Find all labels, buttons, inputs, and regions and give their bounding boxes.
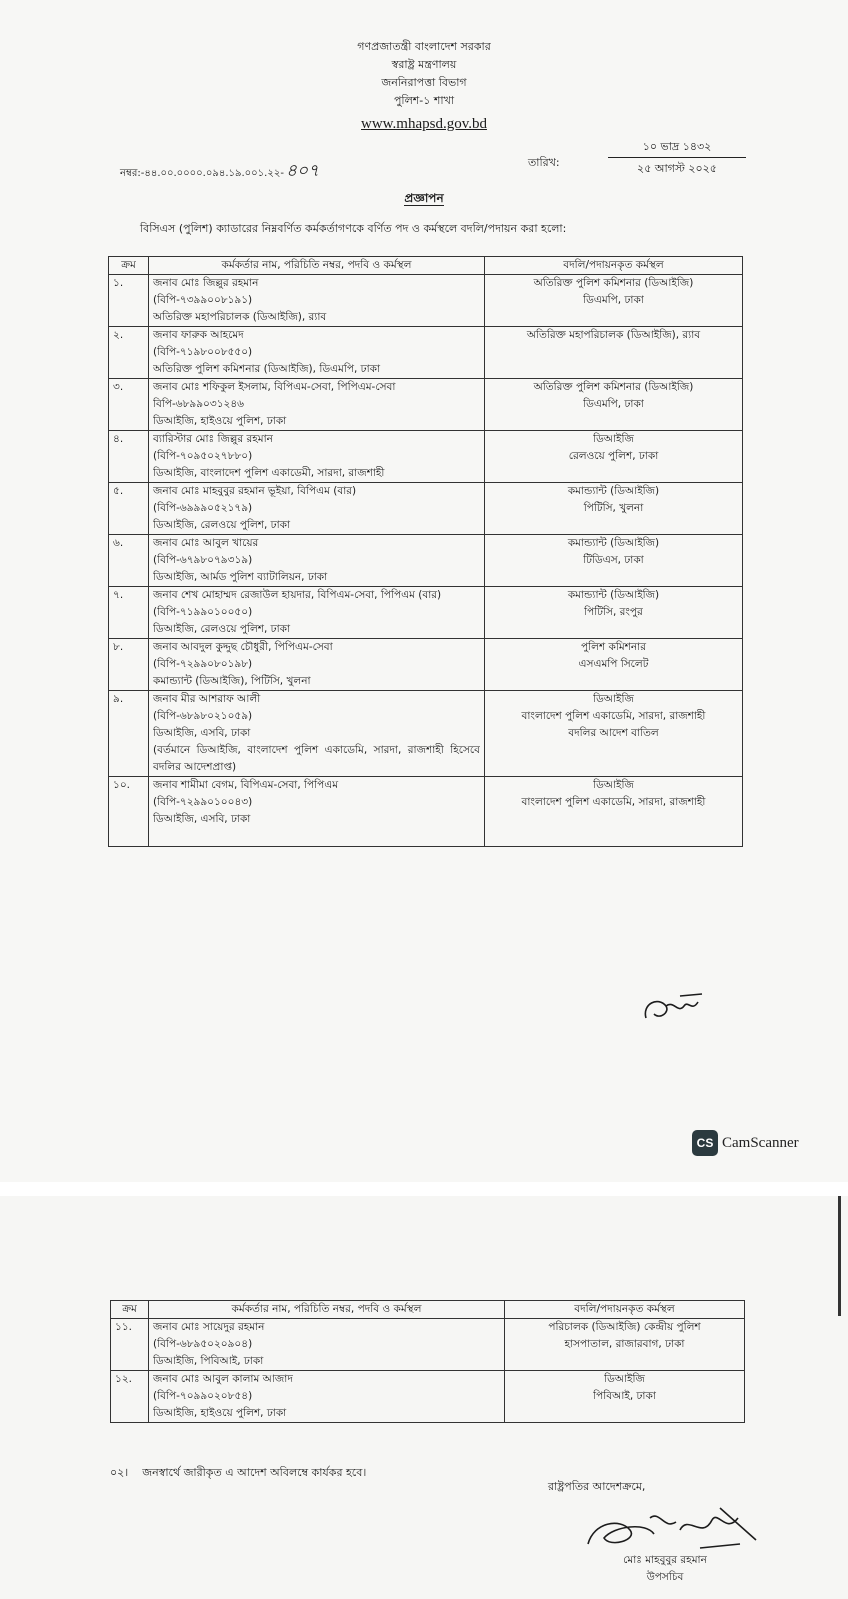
officer-line: জনাব মোঃ শফিকুল ইসলাম, বিপিএম-সেবা, পিপিএম-সেবা: [153, 381, 396, 393]
row-posting: [485, 535, 743, 587]
row-posting: [485, 691, 743, 777]
posting-line: পিটিসি, রংপুর: [584, 606, 643, 618]
officer-line: (বিপি-৬৮৯৫০২০৯০৪): [153, 1338, 253, 1350]
row-officer: [149, 483, 485, 535]
table-header-row: [111, 1301, 745, 1319]
date-bangla: ১০ ভাদ্র ১৪৩২: [642, 140, 712, 153]
posting-line: ডিএমপি, ঢাকা: [583, 294, 644, 306]
row-serial: ৯.: [109, 691, 149, 777]
officer-line: ডিআইজি, রেলওয়ে পুলিশ, ঢাকা: [153, 623, 291, 635]
table-row: [109, 691, 743, 777]
officer-line: জনাব মোঃ আবুল খায়ের: [153, 537, 259, 549]
officer-line: জনাব মোঃ সায়েদুর রহমান: [153, 1321, 265, 1333]
officer-line: ডিআইজি, হাইওয়ে পুলিশ, ঢাকা: [153, 415, 287, 427]
posting-line: ডিআইজি: [593, 433, 634, 445]
officer-line: (বিপি-৭০৯৯০২০৮৫৪): [153, 1390, 253, 1402]
row-serial: ১১.: [111, 1319, 149, 1371]
table-row: [109, 777, 743, 847]
officer-signature: [580, 1500, 770, 1560]
row-officer: [149, 587, 485, 639]
camscanner-text: CamScanner: [722, 1134, 799, 1151]
date-box: [608, 138, 746, 177]
scan-edge: [838, 1196, 841, 1316]
posting-line: টিডিএস, ঢাকা: [583, 554, 644, 566]
date-separator: [608, 157, 746, 158]
officer-line: জনাব মোঃ জিল্লুর রহমান: [153, 277, 259, 289]
date-gregorian: ২৫ আগস্ট ২০২৫: [637, 162, 717, 175]
posting-line: কমান্ড্যান্ট (ডিআইজি): [567, 485, 660, 497]
officer-line: (বিপি-৭৩৯৯০০৮১৯১): [153, 294, 253, 306]
paragraph-number: ০২।: [110, 1466, 129, 1479]
header-line-1: গণপ্রজাতন্ত্রী বাংলাদেশ সরকার: [357, 40, 491, 53]
posting-line: অতিরিক্ত মহাপরিচালক (ডিআইজি), র‍্যাব: [526, 329, 701, 341]
page-gap: [0, 1182, 848, 1196]
row-serial: ৩.: [109, 379, 149, 431]
notice-intro: বিসিএস (পুলিশ) ক্যাডারের নিম্নবর্ণিত কর্মকর্তাগণকে বর্ণিত পদ ও কর্মস্থলে বদলি/পদায়ন করা হলো:: [140, 222, 567, 235]
row-officer: [149, 777, 485, 847]
row-serial: ১২.: [111, 1371, 149, 1423]
officer-line: (বিপি-৬৭৯৮০৭৯৩১৯): [153, 554, 253, 566]
header-line-3: জননিরাপত্তা বিভাগ: [381, 76, 467, 89]
table-row: [109, 587, 743, 639]
table-row: [109, 483, 743, 535]
table-row: [109, 379, 743, 431]
row-officer: [149, 275, 485, 327]
row-officer: [149, 431, 485, 483]
officer-line: জনাব মীর আশরাফ আলী: [153, 693, 261, 705]
posting-line: হাসপাতাল, রাজারবাগ, ঢাকা: [564, 1338, 685, 1350]
posting-line: পুলিশ কমিশনার: [581, 641, 646, 653]
camscanner-watermark: [692, 1130, 799, 1156]
row-serial: ৮.: [109, 639, 149, 691]
header-posting: বদলি/পদায়নকৃত কর্মস্থল: [505, 1301, 745, 1319]
row-officer: [149, 1319, 505, 1371]
officer-line: জনাব শেখ মোহাম্মদ রেজাউল হায়দার, বিপিএম-সেবা, পিপিএম (বার): [153, 589, 442, 601]
row-posting: [485, 379, 743, 431]
row-serial: ৭.: [109, 587, 149, 639]
table-row: [111, 1371, 745, 1423]
row-posting: [485, 587, 743, 639]
signer-block: [560, 1552, 770, 1586]
officer-line: জনাব শামীমা বেগম, বিপিএম-সেবা, পিপিএম: [153, 779, 339, 791]
header-officer: কর্মকর্তার নাম, পরিচিতি নম্বর, পদবি ও কর্মস্থল: [149, 1301, 505, 1319]
signer-designation: উপসচিব: [646, 1571, 684, 1583]
initial-signature: [640, 990, 710, 1030]
posting-line: রেলওয়ে পুলিশ, ঢাকা: [568, 450, 659, 462]
posting-line: বাংলাদেশ পুলিশ একাডেমি, সারদা, রাজশাহী: [521, 710, 706, 722]
transfer-table-page-2: [110, 1300, 745, 1423]
table-row: [109, 535, 743, 587]
officer-line: (বিপি-৭১৯৮০০৮৫৫০): [153, 346, 253, 358]
row-officer: [149, 1371, 505, 1423]
row-posting: [485, 431, 743, 483]
officer-line: ডিআইজি, এসবি, ঢাকা: [153, 727, 251, 739]
officer-line: ডিআইজি, হাইওয়ে পুলিশ, ঢাকা: [153, 1407, 287, 1419]
row-officer: [149, 535, 485, 587]
officer-note: (বর্তমানে ডিআইজি, বাংলাদেশ পুলিশ একাডেমি, সারদা, রাজশাহী হিসেবে বদলির আদেশপ্রাপ্ত): [153, 744, 480, 773]
row-posting: [485, 483, 743, 535]
posting-line: কমান্ড্যান্ট (ডিআইজি): [567, 537, 660, 549]
posting-line: ডিআইজি: [593, 693, 634, 705]
row-officer: [149, 691, 485, 777]
paragraph-02: [110, 1464, 366, 1483]
row-serial: ১.: [109, 275, 149, 327]
table-row: [109, 431, 743, 483]
table-row: [109, 639, 743, 691]
officer-line: অতিরিক্ত মহাপরিচালক (ডিআইজি), র‍্যাব: [153, 311, 327, 323]
memo-handwritten-number: ৪০৭: [285, 161, 320, 181]
officer-line: ডিআইজি, পিবিআই, ঢাকা: [153, 1355, 264, 1367]
posting-line: অতিরিক্ত পুলিশ কমিশনার (ডিআইজি): [533, 381, 694, 393]
row-serial: ২.: [109, 327, 149, 379]
header-officer: কর্মকর্তার নাম, পরিচিতি নম্বর, পদবি ও কর্মস্থল: [149, 257, 485, 275]
officer-line: (বিপি-৬৯৯৯০৫২১৭৯): [153, 502, 253, 514]
officer-line: ডিআইজি, এসবি, ঢাকা: [153, 813, 251, 825]
signer-name: মোঃ মাহবুবুর রহমান: [623, 1554, 707, 1566]
officer-line: অতিরিক্ত পুলিশ কমিশনার (ডিআইজি), ডিএমপি, ঢাকা: [153, 363, 381, 375]
row-posting: [505, 1319, 745, 1371]
posting-line: অতিরিক্ত পুলিশ কমিশনার (ডিআইজি): [533, 277, 694, 289]
officer-line: জনাব ফারুক আহমেদ: [153, 329, 244, 341]
memo-number: [120, 158, 319, 186]
row-officer: [149, 379, 485, 431]
paragraph-text: জনস্বার্থে জারীকৃত এ আদেশ অবিলম্বে কার্যকর হবে।: [142, 1466, 367, 1479]
table-header-row: [109, 257, 743, 275]
officer-line: ডিআইজি, আর্মড পুলিশ ব্যাটালিয়ন, ঢাকা: [153, 571, 328, 583]
row-posting: [485, 275, 743, 327]
officer-line: জনাব মোঃ মাহবুবুর রহমান ভূইয়া, বিপিএম (বার): [153, 485, 357, 497]
posting-line: এসএমপি সিলেট: [578, 658, 649, 670]
table-row: [109, 275, 743, 327]
posting-line: পরিচালক (ডিআইজি) কেন্দ্রীয় পুলিশ: [548, 1321, 701, 1333]
header-serial: ক্রম: [111, 1301, 149, 1319]
row-officer: [149, 639, 485, 691]
header-serial: ক্রম: [109, 257, 149, 275]
presidential-order: রাষ্ট্রপতির আদেশক্রমে,: [548, 1480, 646, 1493]
row-posting: [485, 327, 743, 379]
website-link[interactable]: www.mhapsd.gov.bd: [361, 116, 487, 132]
posting-line: ডিআইজি: [593, 779, 634, 791]
row-posting: [485, 777, 743, 847]
posting-line: ডিএমপি, ঢাকা: [583, 398, 644, 410]
table-row: [109, 327, 743, 379]
memo-label: নম্বর:-৪৪.০০.০০০০.০৯৪.১৯.০০১.২২-: [120, 168, 284, 179]
row-serial: ৪.: [109, 431, 149, 483]
officer-line: (বিপি-৭১৯৯০১০০৫০): [153, 606, 253, 618]
camscanner-logo-icon: CS: [692, 1130, 718, 1156]
posting-line: বাংলাদেশ পুলিশ একাডেমি, সারদা, রাজশাহী: [521, 796, 706, 808]
officer-line: (বিপি-৭০৯৫০২৭৮৮০): [153, 450, 253, 462]
officer-line: বিপি-৬৮৯৯০৩১২৪৬: [153, 398, 244, 410]
posting-line: পিটিসি, খুলনা: [583, 502, 644, 514]
header-line-4: পুলিশ-১ শাখা: [393, 94, 455, 107]
posting-line: ডিআইজি: [604, 1373, 645, 1385]
officer-line: জনাব মোঃ আবুল কালাম আজাদ: [153, 1373, 293, 1385]
officer-line: ডিআইজি, রেলওয়ে পুলিশ, ঢাকা: [153, 519, 291, 531]
header-posting: বদলি/পদায়নকৃত কর্মস্থল: [485, 257, 743, 275]
officer-line: ব্যারিস্টার মোঃ জিল্লুর রহমান: [153, 433, 273, 445]
header-line-2: স্বরাষ্ট্র মন্ত্রণালয়: [391, 58, 457, 71]
posting-line: বদলির আদেশ বাতিল: [568, 727, 659, 739]
officer-line: (বিপি-৭২৯৯০১০০৪৩): [153, 796, 253, 808]
officer-line: (বিপি-৭২৯৯০৮০১৯৮): [153, 658, 253, 670]
row-serial: ৫.: [109, 483, 149, 535]
transfer-table-page-1: [108, 256, 743, 847]
notice-title: প্রজ্ঞাপন: [404, 191, 444, 205]
officer-line: কমান্ড্যান্ট (ডিআইজি), পিটিসি, খুলনা: [153, 675, 311, 687]
officer-line: জনাব আবদুল কুদ্দুছ চৌধুরী, পিপিএম-সেবা: [153, 641, 333, 653]
row-posting: [505, 1371, 745, 1423]
date-label: তারিখ:: [528, 156, 560, 169]
row-posting: [485, 639, 743, 691]
posting-line: পিবিআই, ঢাকা: [593, 1390, 656, 1402]
row-serial: ৬.: [109, 535, 149, 587]
officer-line: (বিপি-৬৮৯৮০২১০৫৯): [153, 710, 253, 722]
posting-line: কমান্ড্যান্ট (ডিআইজি): [567, 589, 660, 601]
officer-line: ডিআইজি, বাংলাদেশ পুলিশ একাডেমী, সারদা, রাজশাহী: [153, 467, 385, 479]
row-officer: [149, 327, 485, 379]
table-row: [111, 1319, 745, 1371]
row-serial: ১০.: [109, 777, 149, 847]
